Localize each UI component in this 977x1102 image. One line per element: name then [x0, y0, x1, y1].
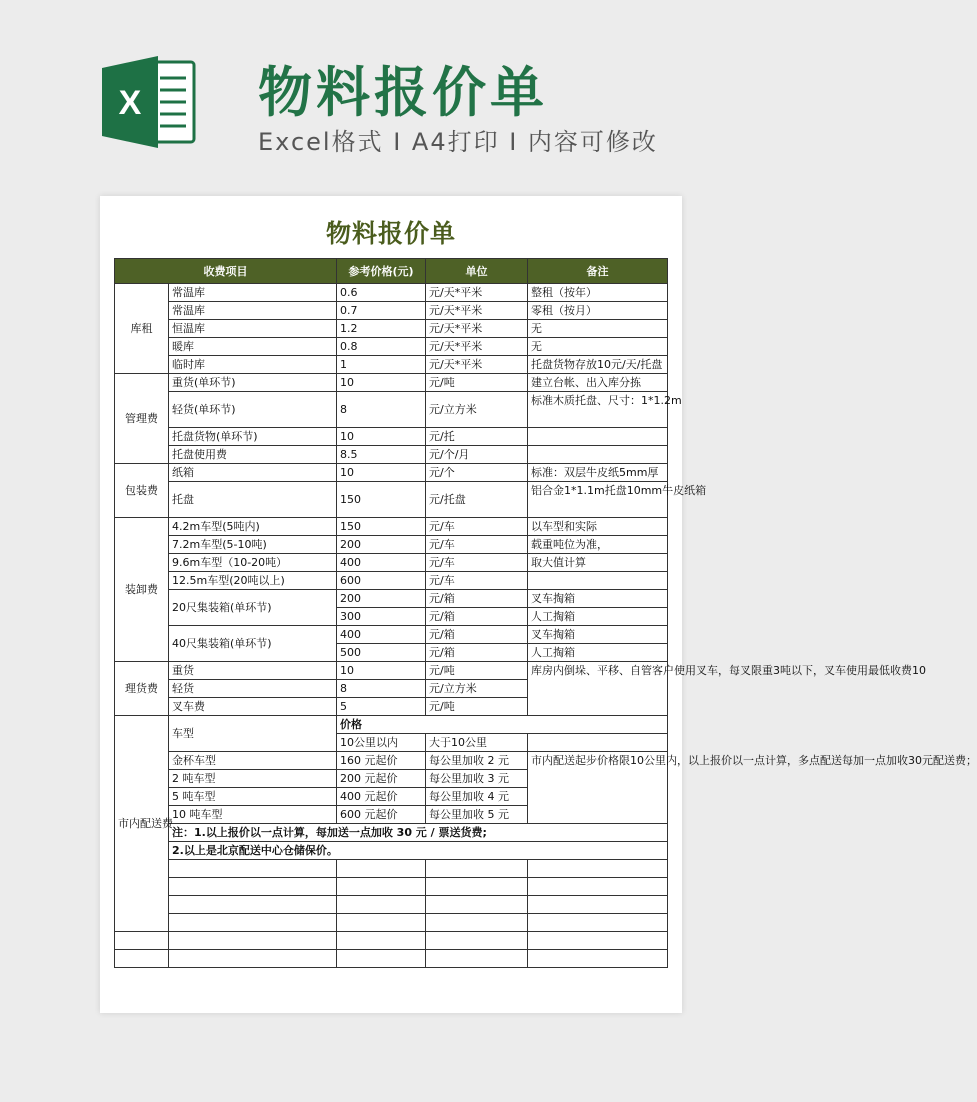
category-cell: 包装费 — [115, 464, 169, 518]
document-page — [100, 196, 977, 1013]
remark-cell: 注：1.以上报价以一点计算，每加送一点加收 30 元 / 票送货费; — [169, 824, 668, 842]
price-label-cell: 价格 — [337, 716, 668, 734]
table-row — [115, 824, 668, 842]
table-row — [115, 896, 668, 914]
hero-title: 物料报价单 — [258, 61, 548, 124]
table-row — [115, 752, 668, 770]
table-row — [115, 446, 668, 464]
unit-cell: 元/托盘 — [426, 482, 528, 518]
item-cell: 7.2m车型(5-10吨) — [169, 536, 337, 554]
unit-cell: 元/吨 — [426, 374, 528, 392]
item-cell: 10 吨车型 — [169, 806, 337, 824]
item-cell: 常温库 — [169, 302, 337, 320]
unit-cell: 每公里加收 4 元 — [426, 788, 528, 806]
note-cell: 人工掏箱 — [528, 608, 668, 626]
table-row — [115, 662, 668, 680]
unit-cell: 元/箱 — [426, 608, 528, 626]
unit-cell: 元/立方米 — [426, 680, 528, 698]
unit-cell: 元/天*平米 — [426, 284, 528, 302]
note-cell: 载重吨位为准， — [528, 536, 668, 554]
price-cell: 10 — [337, 374, 426, 392]
item-cell: 重货(单环节) — [169, 374, 337, 392]
unit-cell: 元/箱 — [426, 644, 528, 662]
price-cell: 500 — [337, 644, 426, 662]
note-cell: 零租（按月） — [528, 302, 668, 320]
price-cell: 160 元起价 — [337, 752, 426, 770]
item-cell: 40尺集装箱(单环节) — [169, 626, 337, 662]
item-cell: 金杯车型 — [169, 752, 337, 770]
item-cell: 20尺集装箱(单环节) — [169, 590, 337, 626]
table-row — [115, 302, 668, 320]
unit-cell: 每公里加收 3 元 — [426, 770, 528, 788]
price-cell: 150 — [337, 482, 426, 518]
table-row — [115, 932, 668, 950]
price-cell: 400 — [337, 554, 426, 572]
table-row — [115, 626, 668, 644]
price-cell: 8 — [337, 392, 426, 428]
note-cell: 标准：双层牛皮纸5mm厚 — [528, 464, 668, 482]
category-cell: 理货费 — [115, 662, 169, 716]
item-cell: 重货 — [169, 662, 337, 680]
note-cell: 库房内倒垛、平移、自管客户使用叉车，每叉限重3吨以下，叉车使用最低收费10 — [528, 662, 668, 716]
within-label-cell: 10公里以内 — [337, 734, 426, 752]
note-cell: 叉车掏箱 — [528, 590, 668, 608]
beyond-label-cell: 大于10公里 — [426, 734, 528, 752]
note-cell: 无 — [528, 320, 668, 338]
table-row — [115, 518, 668, 536]
unit-cell: 元/吨 — [426, 662, 528, 680]
note-cell — [528, 428, 668, 446]
price-cell: 300 — [337, 608, 426, 626]
item-cell: 暖库 — [169, 338, 337, 356]
unit-cell: 元/车 — [426, 536, 528, 554]
item-cell: 托盘使用费 — [169, 446, 337, 464]
table-row — [115, 356, 668, 374]
price-cell: 400 元起价 — [337, 788, 426, 806]
unit-cell: 元/车 — [426, 518, 528, 536]
price-cell: 200 — [337, 590, 426, 608]
price-cell: 10 — [337, 464, 426, 482]
note-cell: 叉车掏箱 — [528, 626, 668, 644]
price-cell: 1.2 — [337, 320, 426, 338]
price-cell: 8 — [337, 680, 426, 698]
price-cell: 10 — [337, 428, 426, 446]
table-row — [115, 320, 668, 338]
category-cell: 库租 — [115, 284, 169, 374]
item-cell: 12.5m车型(20吨以上) — [169, 572, 337, 590]
price-cell: 0.7 — [337, 302, 426, 320]
table-row — [115, 374, 668, 392]
category-cell: 管理费 — [115, 374, 169, 464]
document-title: 物料报价单 — [325, 219, 456, 248]
hero-subtitle: Excel格式 I A4打印 I 内容可修改 — [258, 128, 658, 156]
note-cell: 取大值计算 — [528, 554, 668, 572]
item-cell: 常温库 — [169, 284, 337, 302]
price-cell: 600 — [337, 572, 426, 590]
note-cell: 整租（按年） — [528, 284, 668, 302]
category-cell: 市内配送费 — [115, 716, 169, 932]
item-cell: 2 吨车型 — [169, 770, 337, 788]
price-cell: 150 — [337, 518, 426, 536]
price-cell: 5 — [337, 698, 426, 716]
item-cell: 恒温库 — [169, 320, 337, 338]
table-row — [115, 554, 668, 572]
table-row — [115, 284, 668, 302]
item-cell: 9.6m车型（10-20吨） — [169, 554, 337, 572]
unit-cell: 元/天*平米 — [426, 302, 528, 320]
table-row — [115, 536, 668, 554]
price-cell: 0.6 — [337, 284, 426, 302]
table-row — [115, 950, 668, 968]
quote-table — [114, 258, 977, 968]
header-unit: 单位 — [426, 259, 528, 284]
note-cell: 建立台帐、出入库分拣 — [528, 374, 668, 392]
note-cell: 铝合金1*1.1m托盘10mm牛皮纸箱 — [528, 482, 668, 518]
unit-cell: 每公里加收 5 元 — [426, 806, 528, 824]
price-cell: 200 — [337, 536, 426, 554]
table-row — [115, 914, 668, 932]
table-row — [115, 860, 668, 878]
unit-cell: 元/托 — [426, 428, 528, 446]
svg-text:X: X — [118, 84, 142, 122]
table-row — [115, 878, 668, 896]
table-row — [115, 338, 668, 356]
table-row — [115, 428, 668, 446]
table-row — [115, 464, 668, 482]
unit-cell: 元/天*平米 — [426, 356, 528, 374]
item-cell: 轻货 — [169, 680, 337, 698]
unit-cell: 元/箱 — [426, 626, 528, 644]
header-item: 收费项目 — [115, 259, 337, 284]
table-row — [115, 572, 668, 590]
category-cell: 装卸费 — [115, 518, 169, 662]
item-cell: 临时库 — [169, 356, 337, 374]
table-row — [115, 392, 668, 428]
unit-cell: 元/吨 — [426, 698, 528, 716]
note-cell: 市内配送起步价格限10公里内，以上报价以一点计算，多点配送每加一点加收30元配送费； — [528, 752, 668, 824]
item-cell: 轻货(单环节) — [169, 392, 337, 428]
unit-cell: 元/立方米 — [426, 392, 528, 428]
item-cell: 叉车费 — [169, 698, 337, 716]
note-cell — [528, 572, 668, 590]
table-header-row — [115, 259, 668, 284]
remark-cell: 2.以上是北京配送中心仓储保价。 — [169, 842, 668, 860]
price-cell: 8.5 — [337, 446, 426, 464]
header-price: 参考价格(元) — [337, 259, 426, 284]
hero-banner — [0, 0, 780, 195]
excel-logo-icon — [102, 56, 198, 148]
unit-cell: 元/个 — [426, 464, 528, 482]
table-row — [115, 842, 668, 860]
unit-cell: 元/箱 — [426, 590, 528, 608]
unit-cell: 元/天*平米 — [426, 338, 528, 356]
header-note: 备注 — [528, 259, 668, 284]
unit-cell: 元/天*平米 — [426, 320, 528, 338]
unit-cell: 每公里加收 2 元 — [426, 752, 528, 770]
table-row — [115, 590, 668, 608]
price-cell: 0.8 — [337, 338, 426, 356]
note-cell: 以车型和实际 — [528, 518, 668, 536]
note-cell: 标准木质托盘、尺寸：1*1.2m — [528, 392, 668, 428]
item-cell: 托盘货物(单环节) — [169, 428, 337, 446]
note-cell: 托盘货物存放10元/天/托盘 — [528, 356, 668, 374]
price-cell: 600 元起价 — [337, 806, 426, 824]
item-cell: 托盘 — [169, 482, 337, 518]
price-cell: 10 — [337, 662, 426, 680]
note-cell — [528, 446, 668, 464]
unit-cell: 元/个/月 — [426, 446, 528, 464]
table-row — [115, 716, 668, 734]
note-cell: 无 — [528, 338, 668, 356]
empty-cell — [528, 734, 668, 752]
item-cell: 4.2m车型(5吨内) — [169, 518, 337, 536]
unit-cell: 元/车 — [426, 572, 528, 590]
unit-cell: 元/车 — [426, 554, 528, 572]
price-cell: 1 — [337, 356, 426, 374]
item-cell: 纸箱 — [169, 464, 337, 482]
item-cell: 5 吨车型 — [169, 788, 337, 806]
item-cell: 车型 — [169, 716, 337, 752]
price-cell: 200 元起价 — [337, 770, 426, 788]
note-cell: 人工掏箱 — [528, 644, 668, 662]
price-cell: 400 — [337, 626, 426, 644]
table-row — [115, 482, 668, 518]
